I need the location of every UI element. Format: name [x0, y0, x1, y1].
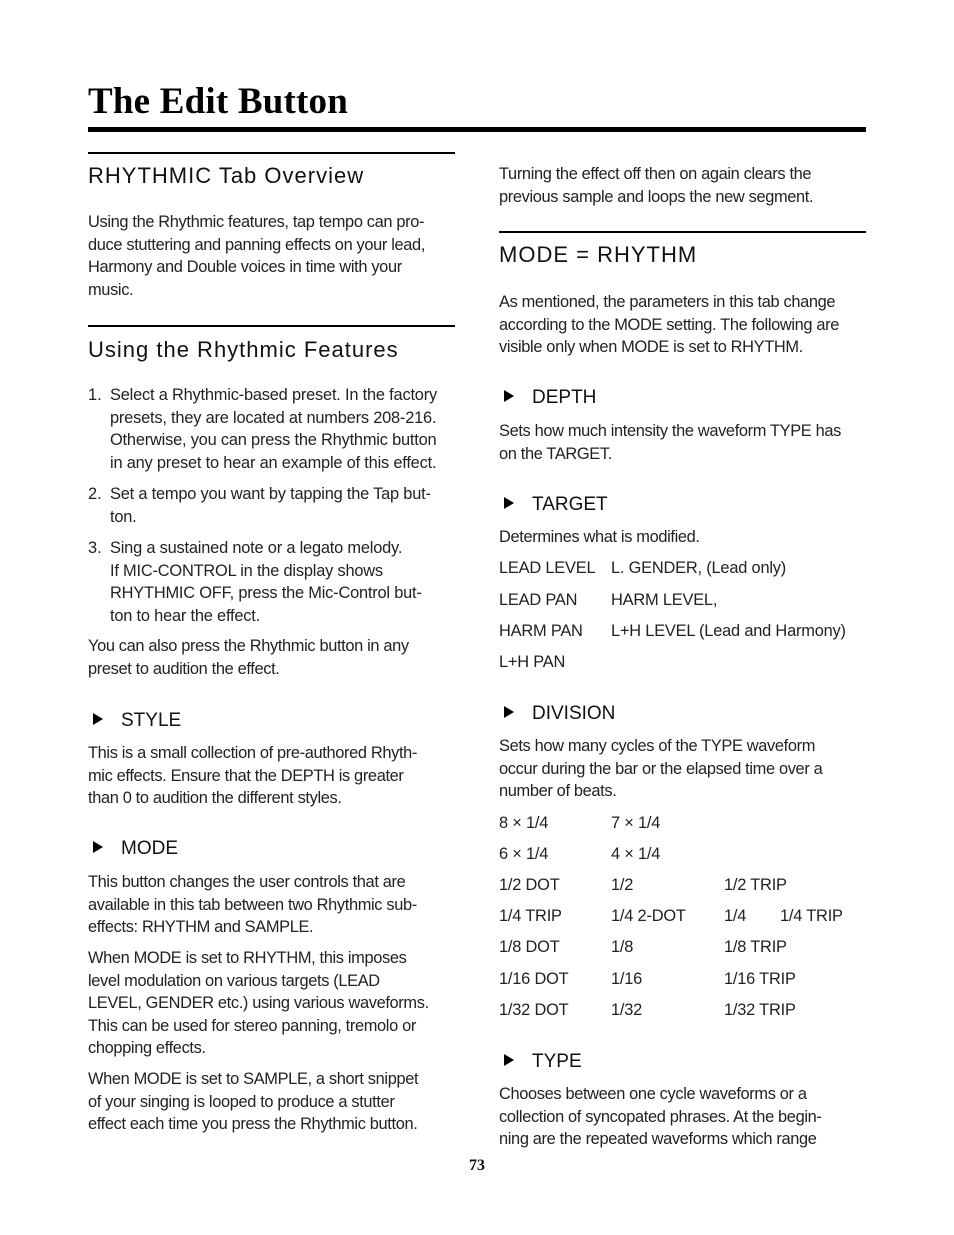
- target-cell: LEAD LEVEL: [499, 559, 596, 577]
- section-heading-mode-rhythm: MODE = RHYTHM: [499, 242, 698, 267]
- division-cell: 1/2 DOT: [499, 876, 560, 894]
- depth-paragraph: Sets how much intensity the waveform TYPE has on the TARGET.: [499, 422, 841, 463]
- triangle-bullet-icon: [93, 841, 103, 853]
- subheading-label: DIVISION: [532, 703, 616, 724]
- subheading-type: [499, 1050, 582, 1074]
- subheading-target: [499, 493, 608, 517]
- division-cell: 1/16 DOT: [499, 970, 569, 988]
- list-text: Set a tempo you want by tapping the Tap but- ton.: [110, 485, 431, 526]
- division-cell: 1/8 DOT: [499, 938, 560, 956]
- division-cell: 1/32 TRIP: [724, 1001, 796, 1019]
- section-divider: [88, 152, 455, 154]
- list-item: [88, 537, 460, 629]
- top-paragraph: Turning the effect off then on again clears the previous sample and loops the new segment.: [499, 165, 814, 206]
- mode-sample-paragraph: When MODE is set to SAMPLE, a short snippet of your singing is looped to produce a stutter effect each time you press the Rhythmic button.: [88, 1070, 419, 1133]
- mode-rhythm-paragraph: When MODE is set to RHYTHM, this imposes level modulation on various targets (LEAD LEVEL, GENDER etc.) using various waveforms. This can be used for stereo panning, tremolo or chopping effects.: [88, 949, 429, 1057]
- subheading-mode: [88, 837, 178, 861]
- triangle-bullet-icon: [93, 713, 103, 725]
- section-heading-using-features: Using the Rhythmic Features: [88, 337, 399, 362]
- list-number: 1.: [88, 386, 102, 404]
- division-cell: 7 × 1/4: [611, 814, 661, 832]
- division-cell: 1/4 TRIP: [780, 907, 843, 925]
- target-cell: HARM PAN: [499, 622, 583, 640]
- subheading-label: DEPTH: [532, 387, 597, 408]
- division-cell: 1/2: [611, 876, 634, 894]
- section-heading-rhythmic-overview: RHYTHMIC Tab Overview: [88, 163, 365, 188]
- division-paragraph: Sets how many cycles of the TYPE waveform occur during the bar or the elapsed time over a number of beats.: [499, 737, 823, 800]
- subheading-depth: [499, 386, 596, 410]
- section-divider: [88, 325, 455, 327]
- overview-paragraph: Using the Rhythmic features, tap tempo can pro- duce stuttering and panning effects on your lead, Harmony and Double voices in time with your music.: [88, 213, 426, 299]
- style-paragraph: This is a small collection of pre-authored Rhyth- mic effects. Ensure that the DEPTH is greater than 0 to audition the different styles.: [88, 744, 418, 807]
- target-paragraph: Determines what is modified.: [499, 528, 700, 546]
- list-text: Sing a sustained note or a legato melody. If MIC-CONTROL in the display shows RHYTHMIC OFF, press the Mic-Control but- ton to hear the effect.: [110, 539, 422, 625]
- division-cell: 6 × 1/4: [499, 845, 549, 863]
- division-cell: 1/32: [611, 1001, 643, 1019]
- subheading-label: STYLE: [121, 710, 182, 731]
- division-cell: 1/16: [611, 970, 643, 988]
- triangle-bullet-icon: [504, 1054, 514, 1066]
- mode-rhythm-intro: As mentioned, the parameters in this tab change according to the MODE setting. The following are visible only when MODE is set to RHYTHM.: [499, 293, 840, 356]
- after-list-paragraph: You can also press the Rhythmic button in any preset to audition the effect.: [88, 637, 409, 678]
- division-cell: 1/4 2-DOT: [611, 907, 686, 925]
- list-number: 3.: [88, 539, 102, 557]
- division-cell: 1/8 TRIP: [724, 938, 787, 956]
- page-number: 73: [469, 1157, 485, 1174]
- target-cell: HARM LEVEL,: [611, 591, 718, 609]
- list-text: Select a Rhythmic-based preset. In the factory presets, they are located at numbers 208-216. Otherwise, you can press the Rhythmic button in any preset to hear an example of this effect.: [110, 386, 437, 472]
- subheading-division: [499, 702, 615, 726]
- triangle-bullet-icon: [504, 706, 514, 718]
- division-cell: 1/16 TRIP: [724, 970, 796, 988]
- page-title: The Edit Button: [88, 81, 349, 122]
- subheading-label: MODE: [121, 838, 178, 859]
- subheading-label: TYPE: [532, 1051, 582, 1072]
- division-cell: 1/32 DOT: [499, 1001, 569, 1019]
- title-divider: [88, 127, 866, 132]
- subheading-label: TARGET: [532, 494, 608, 515]
- list-number: 2.: [88, 485, 102, 503]
- target-cell: L+H LEVEL (Lead and Harmony): [611, 622, 846, 640]
- division-cell: 4 × 1/4: [611, 845, 661, 863]
- target-cell: L+H PAN: [499, 653, 566, 671]
- type-paragraph: Chooses between one cycle waveforms or a collection of syncopated phrases. At the begin- ning are the repeated waveforms which range: [499, 1085, 822, 1148]
- section-divider: [499, 231, 866, 233]
- triangle-bullet-icon: [504, 497, 514, 509]
- division-cell: 1/2 TRIP: [724, 876, 787, 894]
- mode-paragraph: This button changes the user controls that are available in this tab between two Rhythmic sub- effects: RHYTHM and SAMPLE.: [88, 873, 417, 936]
- list-item: [88, 483, 460, 529]
- list-item: [88, 384, 460, 476]
- division-cell: 1/8: [611, 938, 634, 956]
- division-cell: 1/4 TRIP: [499, 907, 562, 925]
- target-cell: LEAD PAN: [499, 591, 578, 609]
- division-cell: 1/4: [724, 907, 747, 925]
- subheading-style: [88, 709, 181, 733]
- triangle-bullet-icon: [504, 390, 514, 402]
- target-cell: L. GENDER, (Lead only): [611, 559, 787, 577]
- division-cell: 8 × 1/4: [499, 814, 549, 832]
